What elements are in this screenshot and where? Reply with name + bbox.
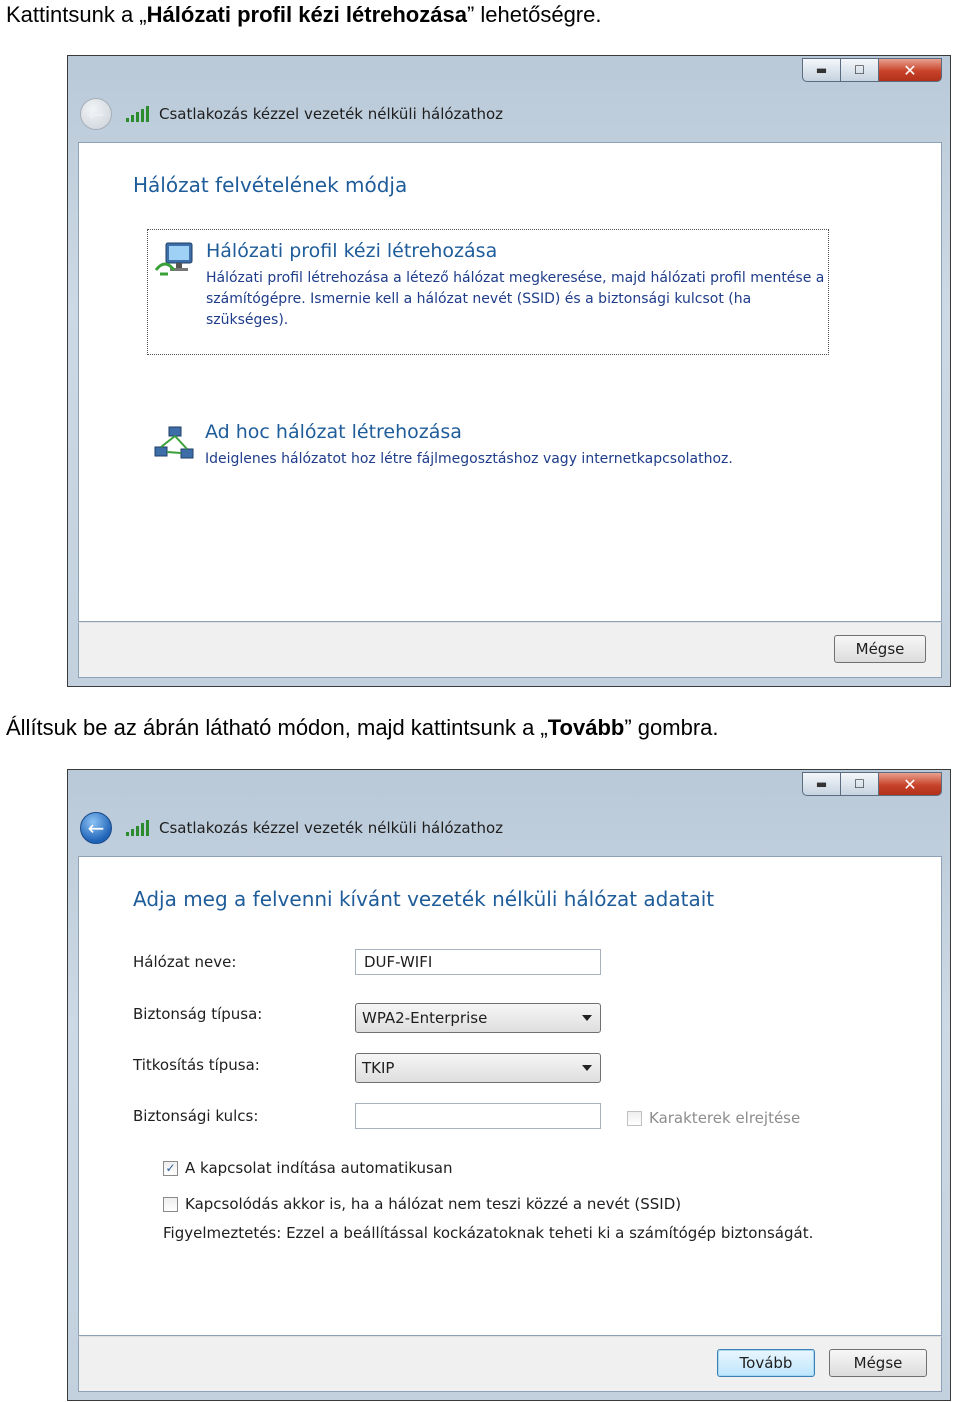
caption-2-post: ” gombra. [624,715,719,740]
cancel-button[interactable]: Mégse [829,1349,927,1377]
security-key-input[interactable] [355,1103,601,1129]
hide-characters-label: Karakterek elrejtése [649,1109,801,1127]
option-adhoc-network[interactable] [147,417,829,481]
dialog-2-title: Csatlakozás kézzel vezeték nélküli hálózathoz [159,819,504,837]
option-adhoc-title: Ad hoc hálózat létrehozása [205,421,462,443]
wireless-signal-icon [126,820,149,836]
checkmark-icon: ✓ [163,1161,178,1176]
caption-2-pre: Állítsuk be az ábrán látható módon, majd kattintsunk a „ [6,715,548,740]
close-button[interactable]: ✕ [878,58,942,82]
network-name-label: Hálózat neve: [133,953,237,971]
hide-characters-checkbox[interactable] [627,1109,800,1127]
network-name-input[interactable]: DUF-WIFI [355,949,601,975]
encryption-type-label: Titkosítás típusa: [133,1056,260,1074]
connect-hidden-checkbox[interactable] [163,1195,681,1213]
caption-1-pre: Kattintsunk a „ [6,2,147,27]
option-manual-profile[interactable] [147,229,829,355]
option-manual-profile-title: Hálózati profil kézi létrehozása [206,240,498,262]
dialog-2-footer [78,1336,942,1392]
dialog-1-footer [78,622,942,678]
security-key-label: Biztonsági kulcs: [133,1107,259,1125]
dialog-2-titlebar [80,810,503,846]
back-arrow-icon[interactable]: ← [80,98,112,130]
encryption-type-select[interactable] [355,1053,601,1083]
dialog-2-window [67,769,951,1401]
option-adhoc-description: Ideiglenes hálózatot hoz létre fájlmegosztáshoz vagy internetkapcsolathoz. [205,451,733,467]
dialog-1-title: Csatlakozás kézzel vezeték nélküli hálózathoz [159,105,504,123]
window-controls [802,58,942,84]
network-computer-icon [154,240,196,280]
dialog-1-titlebar [80,96,503,132]
dialog-2-heading: Adja meg a felvenni kívánt vezeték nélküli hálózat adatait [133,887,715,911]
caption-2 [6,715,719,741]
minimize-button[interactable]: ▬ [802,58,840,82]
security-type-label: Biztonság típusa: [133,1005,263,1023]
caption-1 [6,2,601,28]
chevron-down-icon [582,1015,592,1021]
security-type-select[interactable] [355,1003,601,1033]
dialog-2-content [78,856,942,1336]
security-warning: Figyelmeztetés: Ezzel a beállítással kockázatoknak teheti ki a számítógép biztonságát. [163,1224,814,1242]
maximize-button[interactable]: ☐ [840,58,878,82]
auto-connect-checkbox[interactable] [163,1159,452,1177]
option-manual-profile-description: Hálózati profil létrehozása a létező hálózat megkeresése, majd hálózati profil mentése a számítógépre. Ismernie kell a hálózat nevét (SSID) és a biztonsági kulcsot (ha szükséges). [206,270,825,328]
next-button[interactable]: Tovább [717,1349,815,1377]
maximize-button[interactable]: ☐ [840,772,878,796]
close-button[interactable]: ✕ [878,772,942,796]
adhoc-network-icon [153,425,195,465]
minimize-button[interactable]: ▬ [802,772,840,796]
checkbox-box [627,1111,642,1126]
dialog-1-content [78,142,942,622]
dialog-1-heading: Hálózat felvételének módja [133,173,408,197]
dialog-1-window [67,55,951,687]
caption-1-post: ” lehetőségre. [466,2,602,27]
caption-1-bold: Hálózati profil kézi létrehozása [146,2,467,27]
wireless-signal-icon [126,106,149,122]
chevron-down-icon [582,1065,592,1071]
auto-connect-label: A kapcsolat indítása automatikusan [185,1159,453,1177]
security-type-value: WPA2-Enterprise [362,1009,488,1027]
caption-2-bold: Tovább [547,715,625,740]
window-controls [802,772,942,798]
back-arrow-icon[interactable]: ← [80,812,112,844]
checkbox-box [163,1197,178,1212]
connect-hidden-label: Kapcsolódás akkor is, ha a hálózat nem teszi közzé a nevét (SSID) [185,1195,682,1213]
encryption-type-value: TKIP [362,1059,395,1077]
cancel-button[interactable]: Mégse [834,635,926,663]
